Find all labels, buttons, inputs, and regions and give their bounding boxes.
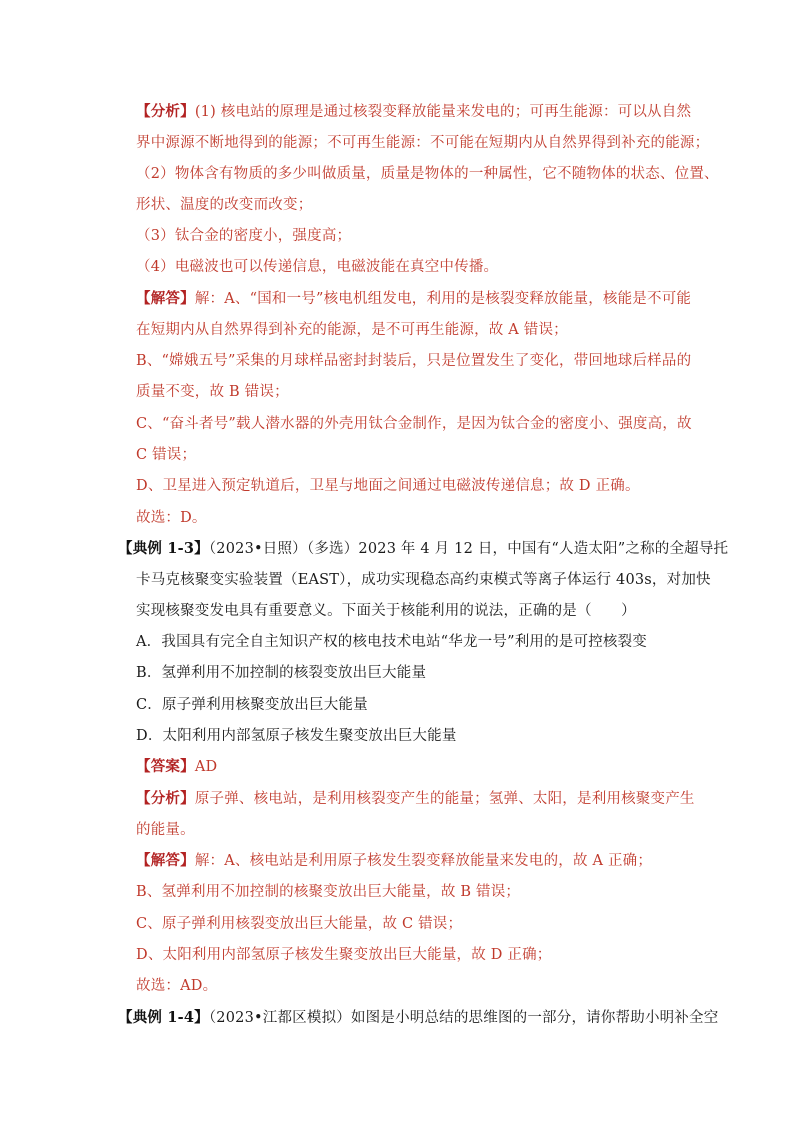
choice-2-line: 故选：AD。 bbox=[136, 978, 218, 994]
analysis-2-line-2: 的能量。 bbox=[136, 822, 195, 838]
option-a: A．我国具有完全自主知识产权的核电技术电站“华龙一号”利用的是可控核裂变 bbox=[136, 634, 647, 650]
analysis-line-1: 【分析】(1) 核电站的原理是通过核裂变释放能量来发电的；可再生能源：可以从自然 bbox=[136, 103, 692, 120]
analysis-line-2: 界中源源不断地得到的能源；不可再生能源：不可能在短期内从自然界得到补充的能源； bbox=[136, 135, 710, 151]
solution-line-6: C 错误； bbox=[136, 447, 197, 463]
solution-2-line-1: 【解答】解：A、核电站是利用原子核发生裂变释放能量来发电的，故 A 正确； bbox=[136, 852, 653, 869]
answer-line: 【答案】AD bbox=[136, 758, 218, 775]
analysis-line-6: （4）电磁波也可以传递信息，电磁波能在真空中传播。 bbox=[136, 259, 499, 275]
solution-line-5: C、“奋斗者号”载人潜水器的外壳用钛合金制作，是因为钛合金的密度小、强度高，故 bbox=[136, 416, 692, 432]
example-1-3-line-3: 实现核聚变发电具有重要意义。下面关于核能利用的说法，正确的是（ ） bbox=[136, 603, 636, 619]
solution-2-line-2: B、氢弹利用不加控制的核聚变放出巨大能量，故 B 错误； bbox=[136, 884, 521, 900]
solution-2-line-3: C、原子弹利用核裂变放出巨大能量，故 C 错误； bbox=[136, 916, 463, 932]
solution-tag: 【解答】 bbox=[136, 290, 195, 307]
option-c: C．原子弹利用核聚变放出巨大能量 bbox=[136, 697, 368, 713]
analysis-line-5: （3）钛合金的密度小，强度高； bbox=[136, 228, 352, 244]
analysis-tag: 【分析】 bbox=[136, 103, 195, 120]
example-1-4-line-1: 【典例 1-4】（2023•江都区模拟）如图是小明总结的思维图的一部分，请你帮助小明补全空 bbox=[118, 1009, 719, 1026]
option-d: D．太阳利用内部氢原子核发生聚变放出巨大能量 bbox=[136, 728, 457, 744]
solution-line-2: 在短期内从自然界得到补充的能源，是不可再生能源，故 A 错误； bbox=[136, 322, 568, 338]
solution-tag-2: 【解答】 bbox=[136, 852, 195, 869]
example-1-3-line-1: 【典例 1-3】（2023•日照）（多选）2023 年 4 月 12 日，中国有“人造太阳”之称的全超导托 bbox=[118, 540, 729, 557]
analysis-line-4: 形状、温度的改变而改变； bbox=[136, 197, 313, 213]
example-1-4-tag: 【典例 1-4】 bbox=[118, 1009, 209, 1026]
analysis-line-3: （2）物体含有物质的多少叫做质量，质量是物体的一种属性，它不随物体的状态、位置、 bbox=[136, 166, 719, 182]
solution-line-3: B、“嫦娥五号”采集的月球样品密封封装后，只是位置发生了变化，带回地球后样品的 bbox=[136, 353, 692, 369]
example-1-3-tag: 【典例 1-3】 bbox=[118, 540, 209, 557]
analysis-2-line-1: 【分析】原子弹、核电站，是利用核裂变产生的能量；氢弹、太阳，是利用核聚变产生 bbox=[136, 790, 695, 807]
solution-line-1: 【解答】解：A、“国和一号”核电机组发电，利用的是核裂变释放能量，核能是不可能 bbox=[136, 290, 692, 307]
solution-2-line-4: D、太阳利用内部氢原子核发生聚变放出巨大能量，故 D 正确； bbox=[136, 947, 552, 963]
option-b: B．氢弹利用不加控制的核裂变放出巨大能量 bbox=[136, 665, 427, 681]
analysis-tag-2: 【分析】 bbox=[136, 790, 195, 807]
choice-line: 故选：D。 bbox=[136, 510, 207, 526]
solution-line-7: D、卫星进入预定轨道后，卫星与地面之间通过电磁波传递信息；故 D 正确。 bbox=[136, 478, 640, 494]
example-1-3-line-2: 卡马克核聚变实验装置（EAST），成功实现稳态高约束模式等离子体运行 403s，对加快 bbox=[136, 572, 711, 588]
solution-line-4: 质量不变，故 B 错误； bbox=[136, 384, 289, 400]
answer-tag: 【答案】 bbox=[136, 758, 195, 775]
